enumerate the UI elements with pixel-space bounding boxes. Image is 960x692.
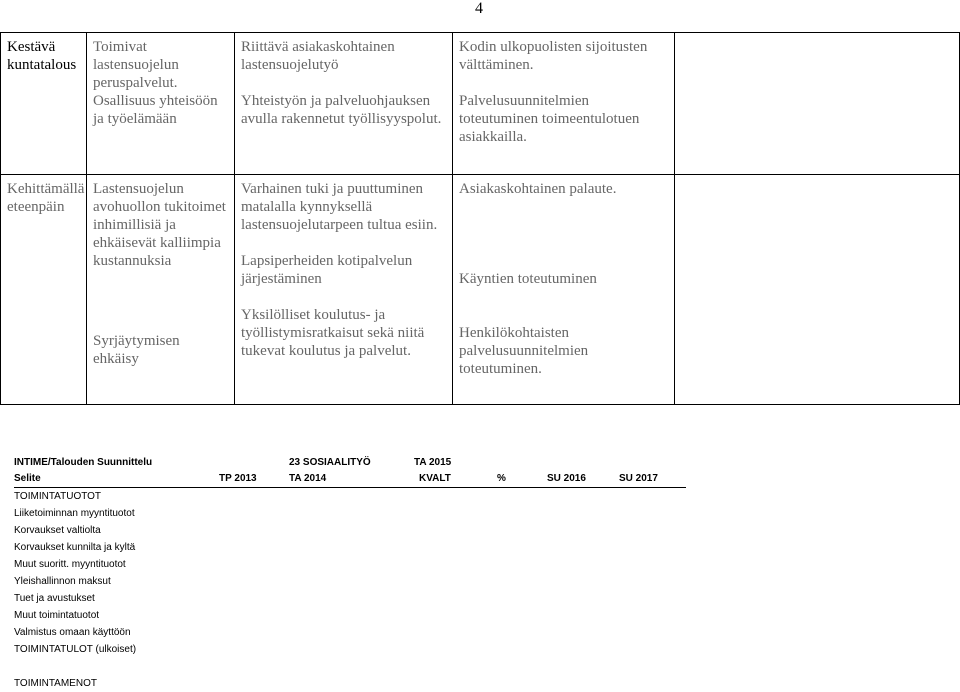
goal-cell [87, 175, 235, 405]
means-cell [235, 33, 453, 175]
cell-line: Osallisuus yhteisöön [93, 93, 218, 109]
cell-line: ehkäisevät kalliimpia [93, 235, 221, 251]
indicator-cell [453, 175, 675, 405]
cell-line: toteutuminen toimeentulotuen [459, 111, 640, 127]
col-header: KVALT [419, 473, 451, 484]
cell-line: tukevat koulutus ja palvelut. [241, 343, 411, 359]
cell-line: palvelusuunnitelmien [459, 343, 589, 359]
col-header: TA 2014 [289, 473, 327, 484]
cell-line: Kehittämällä [7, 181, 85, 197]
list-item: Korvaukset valtiolta [14, 525, 101, 536]
page-number: 4 [475, 0, 483, 17]
budget-section [14, 454, 686, 692]
indicator-cell [453, 33, 675, 175]
list-item: Tuet ja avustukset [14, 593, 95, 604]
cell-line: matalalla kynnyksellä [241, 199, 373, 215]
list-item: TOIMINTAMENOT [14, 678, 97, 689]
col-header: TP 2013 [219, 473, 257, 484]
list-item: Valmistus omaan käyttöön [14, 627, 131, 638]
budget-year: TA 2015 [414, 457, 452, 468]
cell-line: Kodin ulkopuolisten sijoitusten [459, 39, 648, 55]
col-header: % [497, 473, 506, 484]
cell-line: Riittävä asiakaskohtainen [241, 39, 395, 55]
cell-line: järjestäminen [241, 271, 322, 287]
col-header: SU 2017 [619, 473, 658, 484]
cell-line: Toimivat [93, 39, 147, 55]
budget-header [14, 454, 686, 470]
perspective-cell [1, 175, 87, 405]
goal-cell [87, 33, 235, 175]
cell-line: inhimillisiä ja [93, 217, 176, 233]
cell-line: Asiakaskohtainen palaute. [459, 181, 617, 197]
cell-line: välttäminen. [459, 57, 534, 73]
list-item: TOIMINTATULOT (ulkoiset) [14, 644, 137, 655]
table-row [1, 33, 960, 175]
cell-line: Lapsiperheiden kotipalvelun [241, 253, 413, 269]
cell-line: Yksilölliset koulutus- ja [241, 307, 386, 323]
list-item: Muut toimintatuotot [14, 610, 100, 621]
strategy-table [0, 32, 960, 405]
col-header: SU 2016 [547, 473, 586, 484]
list-item: Korvaukset kunnilta ja kyltä [14, 542, 136, 553]
cell-line: Syrjäytymisen ehkäisy [93, 333, 180, 367]
budget-org: INTIME/Talouden Suunnittelu [14, 457, 153, 468]
cell-line: lastensuojelutarpeen tultua esiin. [241, 217, 438, 233]
cell-line: avohuollon tukitoimet [93, 199, 226, 215]
cell-line: työllistymisratkaisut sekä niitä [241, 325, 425, 341]
budget-unit: 23 SOSIAALITYÖ [289, 457, 371, 468]
col-header: Selite [14, 473, 41, 484]
cell-line: kustannuksia [93, 253, 172, 269]
list-item: Liiketoiminnan myyntituotot [14, 508, 135, 519]
cell-line: Henkilökohtaisten [459, 325, 569, 341]
cell-line: avulla rakennetut työllisyyspolut. [241, 111, 442, 127]
perspective-cell [1, 33, 87, 175]
cell-line: lastensuojelutyö [241, 57, 339, 73]
cell-line: peruspalvelut. [93, 75, 178, 91]
cell-line: ja työelämään [93, 111, 177, 127]
cell-line: Yhteistyön ja palveluohjauksen [241, 93, 431, 109]
means-cell [235, 175, 453, 405]
empty-cell [675, 175, 960, 405]
cell-line: eteenpäin [7, 199, 65, 215]
cell-line: Varhainen tuki ja puuttuminen [241, 181, 424, 197]
cell-line: Kestävä [7, 39, 56, 55]
cell-line: Käyntien toteutuminen [459, 271, 597, 287]
list-item: Yleishallinnon maksut [14, 576, 111, 587]
table-row [1, 175, 960, 405]
cell-line: Palvelusuunnitelmien [459, 93, 589, 109]
list-item: TOIMINTATUOTOT [14, 491, 102, 502]
cell-line: kuntatalous [7, 57, 77, 73]
list-item: Muut suoritt. myyntituotot [14, 559, 126, 570]
cell-line: toteutuminen. [459, 361, 542, 377]
budget-column-headers [14, 470, 686, 488]
cell-line: Lastensuojelun [93, 181, 184, 197]
cell-line: lastensuojelun [93, 57, 179, 73]
empty-cell [675, 33, 960, 175]
cell-line: asiakkailla. [459, 129, 527, 145]
